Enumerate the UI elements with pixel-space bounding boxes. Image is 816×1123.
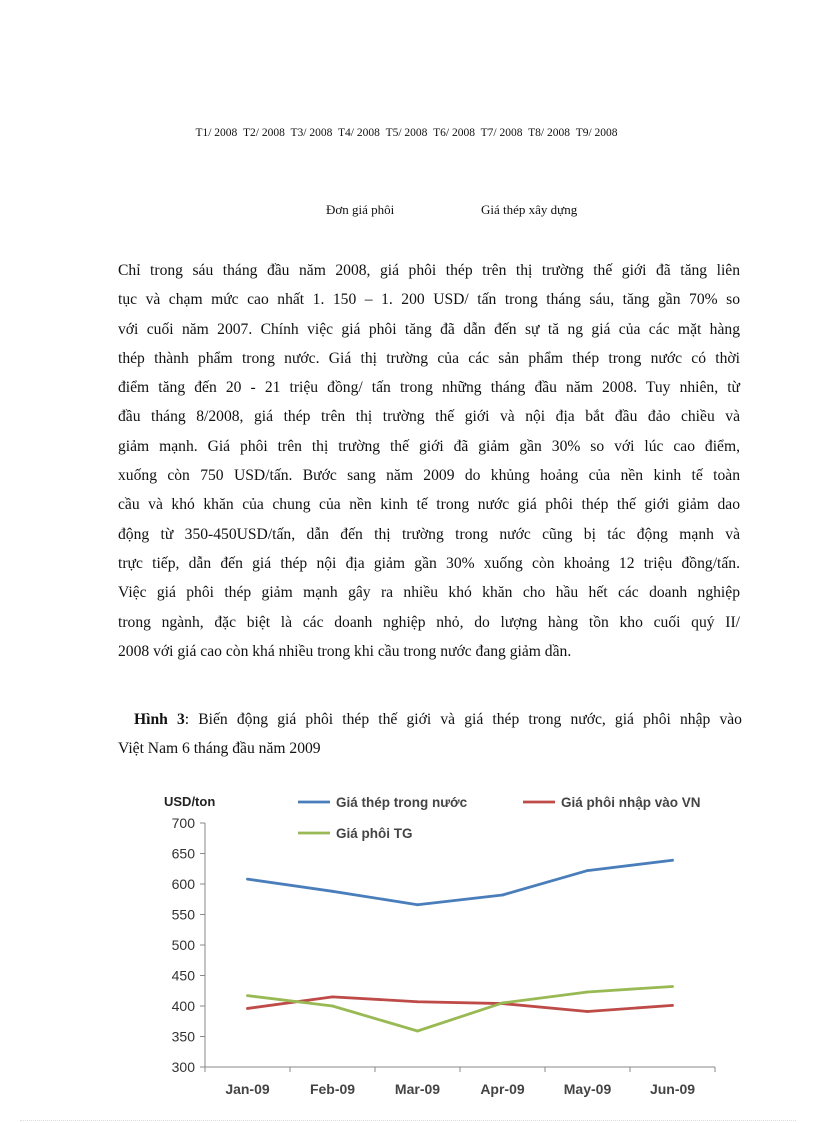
paragraph-line: tục và chạm mức cao nhất 1. 150 – 1. 200 USD/ tấn trong tháng sáu, tăng gần 70% so (118, 291, 740, 309)
paragraph-line: điểm tăng đến 20 - 21 triệu đồng/ tấn trong những tháng đầu năm 2008. Tuy nhiên, từ (118, 379, 740, 397)
data-point (671, 859, 674, 862)
figure-label: Hình 3 (134, 711, 185, 728)
month-label: T7/ 2008 (480, 127, 523, 139)
month-label: T5/ 2008 (385, 127, 428, 139)
x-tick-label: Jun-09 (649, 1081, 696, 1097)
month-label: T9/ 2008 (575, 127, 618, 139)
caption-text-2: Việt Nam 6 tháng đầu năm 2009 (118, 740, 321, 757)
y-tick-label: 700 (171, 815, 195, 831)
months-row (0, 127, 816, 139)
paragraph-line: Chỉ trong sáu tháng đầu năm 2008, giá phôi thép trên thị trường thế giới đã tăng liên (118, 262, 740, 279)
data-point (246, 994, 249, 997)
paragraph-line: giảm mạnh. Giá phôi trên thị trường thế giới đã giảm gần 30% so với lúc cao điểm, (118, 437, 740, 455)
legend-steel-price: Giá thép xây dựng (481, 202, 578, 217)
x-tick-label: Jan-09 (225, 1081, 270, 1097)
paragraph-line: với cuối năm 2007. Chính việc giá phôi tăng đã dẫn đến sự tă ng giá của các mặt hàng (118, 320, 740, 338)
data-point (586, 991, 589, 994)
y-axis-label: USD/ton (164, 794, 216, 809)
month-label: T8/ 2008 (528, 127, 571, 139)
y-tick-label: 500 (171, 937, 195, 953)
series-line (248, 860, 673, 905)
paragraph-line: trực tiếp, dẫn đến giá thép nội địa giảm gần 30% xuống còn khoảng 12 triệu đồng/tấn. (118, 554, 740, 572)
paragraph-line: xuống còn 750 USD/tấn. Bước sang năm 2009 do khủng hoảng của nền kinh tế toàn (118, 467, 740, 485)
month-label: T6/ 2008 (433, 127, 475, 139)
y-tick-label: 450 (171, 967, 195, 984)
data-point (671, 985, 674, 988)
data-point (671, 1004, 674, 1007)
y-tick-label: 300 (171, 1059, 195, 1075)
chart-legend (298, 795, 701, 841)
data-point (586, 869, 589, 872)
chart-series (246, 859, 674, 1033)
x-tick-label: May-09 (563, 1081, 612, 1097)
data-point (586, 1010, 589, 1013)
y-tick-label: 550 (171, 906, 195, 923)
data-point (416, 903, 419, 906)
legend-billet-price: Đơn giá phôi (326, 202, 395, 217)
paragraph-line: động từ 350-450USD/tấn, dẫn đến thị trường trong nước cũng bị tác động mạnh và (118, 525, 740, 543)
data-point (416, 1030, 419, 1033)
y-tick-label: 600 (171, 876, 195, 892)
paragraph-line: đầu tháng 8/2008, giá thép trên thị trường thế giới và nội địa bắt đầu đảo chiều và (118, 408, 740, 426)
month-label: T1/ 2008 (195, 127, 238, 139)
data-point (501, 1002, 504, 1005)
caption-text-1: : Biến động giá phôi thép thế giới và giá thép trong nước, giá phôi nhập vào (184, 711, 742, 728)
data-point (246, 1007, 249, 1010)
paragraph-line: 2008 với giá cao còn khá nhiều trong khi cầu trong nước đang giảm dần. (118, 642, 572, 660)
figure-caption (118, 705, 742, 763)
data-point (501, 894, 504, 897)
y-tick-label: 350 (171, 1028, 195, 1045)
price-line-chart (150, 785, 730, 1115)
data-point (246, 878, 249, 881)
legend-label: Giá phôi nhập vào VN (561, 795, 701, 810)
legend-label: Giá phôi TG (336, 826, 413, 841)
month-label: T2/ 2008 (242, 127, 285, 139)
paragraph-line: thép thành phẩm trong nước. Giá thị trường của các sản phẩm thép trong nước có thời (118, 349, 740, 367)
data-point (416, 1000, 419, 1003)
data-point (331, 890, 334, 893)
y-tick-label: 650 (171, 845, 195, 862)
legend-label: Giá thép trong nước (336, 795, 468, 810)
body-paragraph (118, 256, 740, 666)
data-point (331, 1005, 334, 1008)
y-tick-label: 400 (171, 998, 195, 1014)
paragraph-line: trong ngành, đặc biệt là các doanh nghiệp nhỏ, do lượng hàng tồn kho cuối quý II/ (118, 613, 740, 631)
page-divider (20, 1120, 796, 1121)
paragraph-line: Việc giá phôi thép giảm mạnh gây ra nhiều khó khăn cho hầu hết các doanh nghiệp (118, 584, 740, 602)
data-point (331, 995, 334, 998)
paragraph-line: cầu và khó khăn của chung của nền kinh tế trong nước giá phôi thép thế giới giảm dao (118, 496, 740, 514)
x-tick-label: Mar-09 (394, 1081, 441, 1097)
chart-axes (172, 815, 715, 1097)
x-tick-label: Feb-09 (309, 1081, 356, 1097)
x-tick-label: Apr-09 (480, 1081, 525, 1097)
month-label: T4/ 2008 (338, 127, 380, 139)
month-label: T3/ 2008 (290, 127, 333, 139)
